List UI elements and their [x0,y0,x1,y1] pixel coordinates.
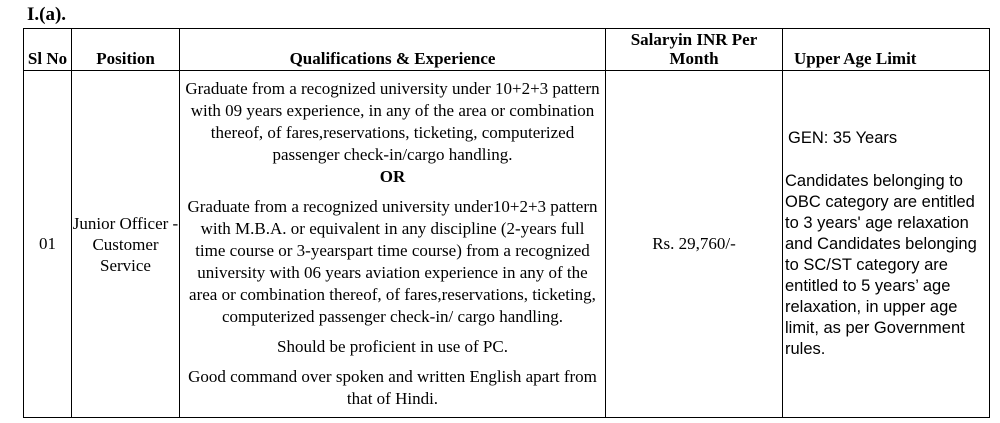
section-label: I.(a). [27,4,67,25]
header-salary: Salaryin INR Per Month [606,29,783,71]
cell-upper-age-limit [783,71,990,418]
recruitment-table [23,28,990,418]
cell-sl-no: 01 [24,71,72,418]
table-header-row [24,29,990,71]
pc-requirement: Should be proficient in use of PC. [277,337,508,356]
or-separator: OR [379,167,406,186]
qualification-option-2: Graduate from a recognized university under10+2+3 pattern with M.B.A. or equivalent in any discipline (2-years full time course or 3-yearspart time course) from a recognized university with 06 years aviation experience in any of the area or combination thereof, of fares,reservations, ticketing, computerized passenger check-in/ cargo handling. [187,197,598,326]
cell-qualifications [180,71,606,418]
age-general: GEN: 35 Years [788,129,898,147]
header-upper-age-limit: Upper Age Limit [783,29,990,71]
header-qualifications: Qualifications & Experience [180,29,606,71]
header-sl-no: Sl No [24,29,72,71]
header-position: Position [72,29,180,71]
age-relaxation: Candidates belonging to OBC category are entitled to 3 years' age relaxation and Candidates belonging to SC/ST category are entitled to 5 years’ age relaxation, in upper age limit, as per Government rules. [785,172,977,358]
cell-salary: Rs. 29,760/- [606,71,783,418]
table-row [24,71,990,418]
english-requirement: Good command over spoken and written English apart from that of Hindi. [188,367,597,408]
qualification-option-1: Graduate from a recognized university under 10+2+3 pattern with 09 years experience, in any of the area or combination thereof, of fares,reservations, ticketing, computerized passenger check-in/cargo handling. [185,79,600,164]
cell-position: Junior Officer - Customer Service [72,71,180,418]
